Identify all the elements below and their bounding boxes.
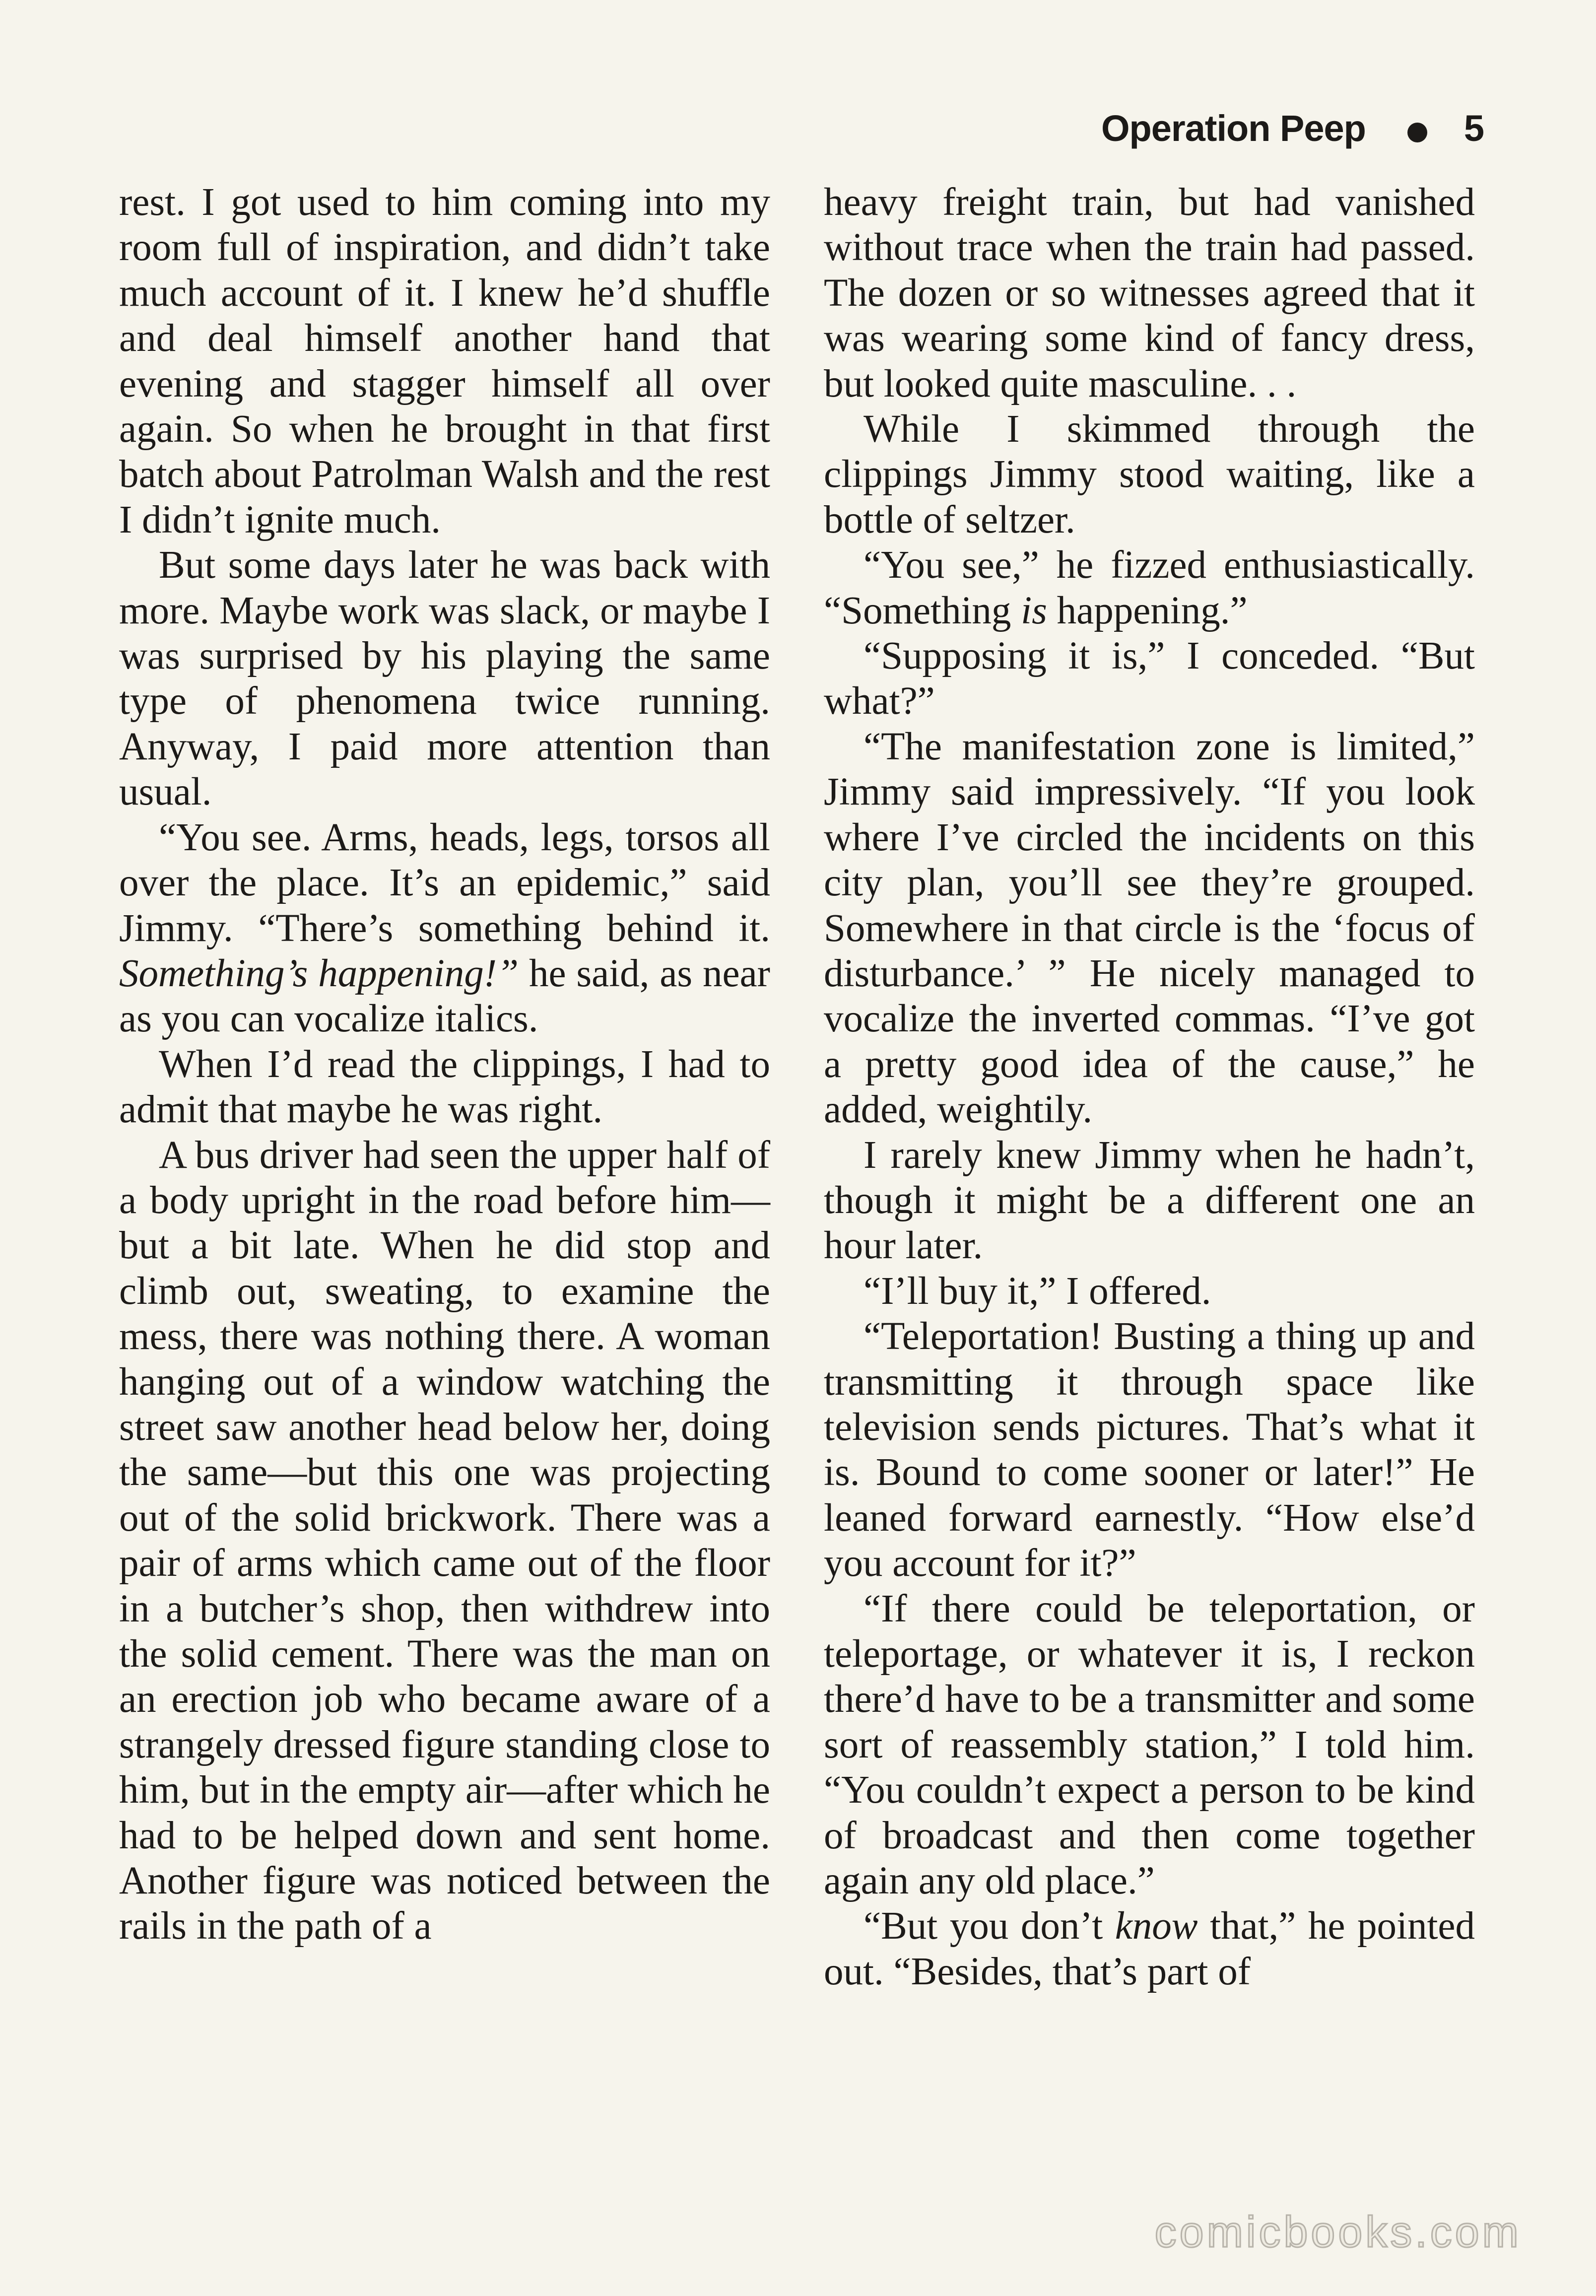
text-run: happening.” [1047,589,1248,632]
text-run: that,” he pointed out. “Besides, that’s part of [824,1904,1475,1993]
running-title: Operation Peep [1101,108,1366,149]
paragraph: “Teleportation! Busting a thing up and transmitting it through space like television sends pictures. That’s what it is. Bound to come sooner or later!” He leaned forward earnestly. “How else’d you account for it?” [824,1315,1475,1585]
italic-text: Something’s happening!” [119,951,519,995]
left-column [119,180,770,1949]
paragraph [119,815,770,1042]
italic-text: is [1021,589,1047,632]
paragraph: “If there could be teleportation, or teleportage, or whatever it is, I reckon there’d have to be a transmitter and some sort of reassembly station,” I told him. “You couldn’t expect a person to be kind of broadcast and then come together again any old place.” [824,1587,1475,1903]
paragraph: While I skimmed through the clippings Jimmy stood waiting, like a bottle of seltzer. [824,407,1475,541]
text-run: “But you don’t [864,1904,1115,1948]
right-column [824,180,1475,1994]
paragraph: “I’ll buy it,” I offered. [864,1269,1211,1313]
paragraph: But some days later he was back with more. Maybe work was slack, or maybe I was surprised by his playing the same type of phenomena twice running. Anyway, I paid more attention than usual. [119,543,770,814]
page-number: 5 [1463,108,1484,149]
text-run: “You see. Arms, heads, legs, torsos all over the place. It’s an epidemic,” said Jimmy. “There’s something behind it. [119,815,770,950]
bullet-separator [1407,123,1427,142]
paragraph: “Supposing it is,” I conceded. “But what?” [824,634,1475,723]
paragraph: rest. I got used to him coming into my room full of inspiration, and didn’t take much account of it. I knew he’d shuffle and deal himself another hand that evening and stagger himself all over again. So when he brought in that first batch about Patrolman Walsh and the rest I didn’t ignite much. [119,181,770,541]
paragraph: When I’d read the clippings, I had to admit that maybe he was right. [119,1042,770,1132]
paragraph: “The manifestation zone is limited,” Jimmy said impressively. “If you look where I’ve circled the incidents on this city plan, you’ll see they’re grouped. Somewhere in that circle is the ‘focus of disturbance.’ ” He nicely managed to vocalize the inverted commas. “I’ve got a pretty good idea of the cause,” he added, weightily. [824,725,1475,1132]
text-run: he said, as near as you can vocalize italics. [119,951,770,1041]
paragraph: I rarely knew Jimmy when he hadn’t, though it might be a different one an hour later. [824,1133,1475,1268]
paragraph: A bus driver had seen the upper half of a body upright in the road before him—but a bit late. When he did stop and climb out, sweating, to examine the mess, there was nothing there. A woman hanging out of a window watching the street saw another head below her, doing the same—but this one was projecting out of the solid brickwork. There was a pair of arms which came out of the floor in a butcher’s shop, then withdrew into the solid cement. There was the man on an erection job who became aware of a strangely dressed figure standing close to him, but in the empty air—after which he had to be helped down and sent home. Another figure was noticed between the rails in the path of a [119,1133,770,1948]
site-watermark: comicbooks.com [1154,2207,1522,2256]
paragraph: heavy freight train, but had vanished without trace when the train had passed. The dozen or so witnesses agreed that it was wearing some kind of fancy dress, but looked quite masculine. . . [824,181,1475,405]
paragraph [824,542,1475,633]
running-header [1101,107,1484,149]
paragraph [824,1903,1475,1994]
italic-text: know [1115,1904,1198,1948]
text-run: “You see,” he fizzed enthusiastically. “Something [824,543,1475,632]
